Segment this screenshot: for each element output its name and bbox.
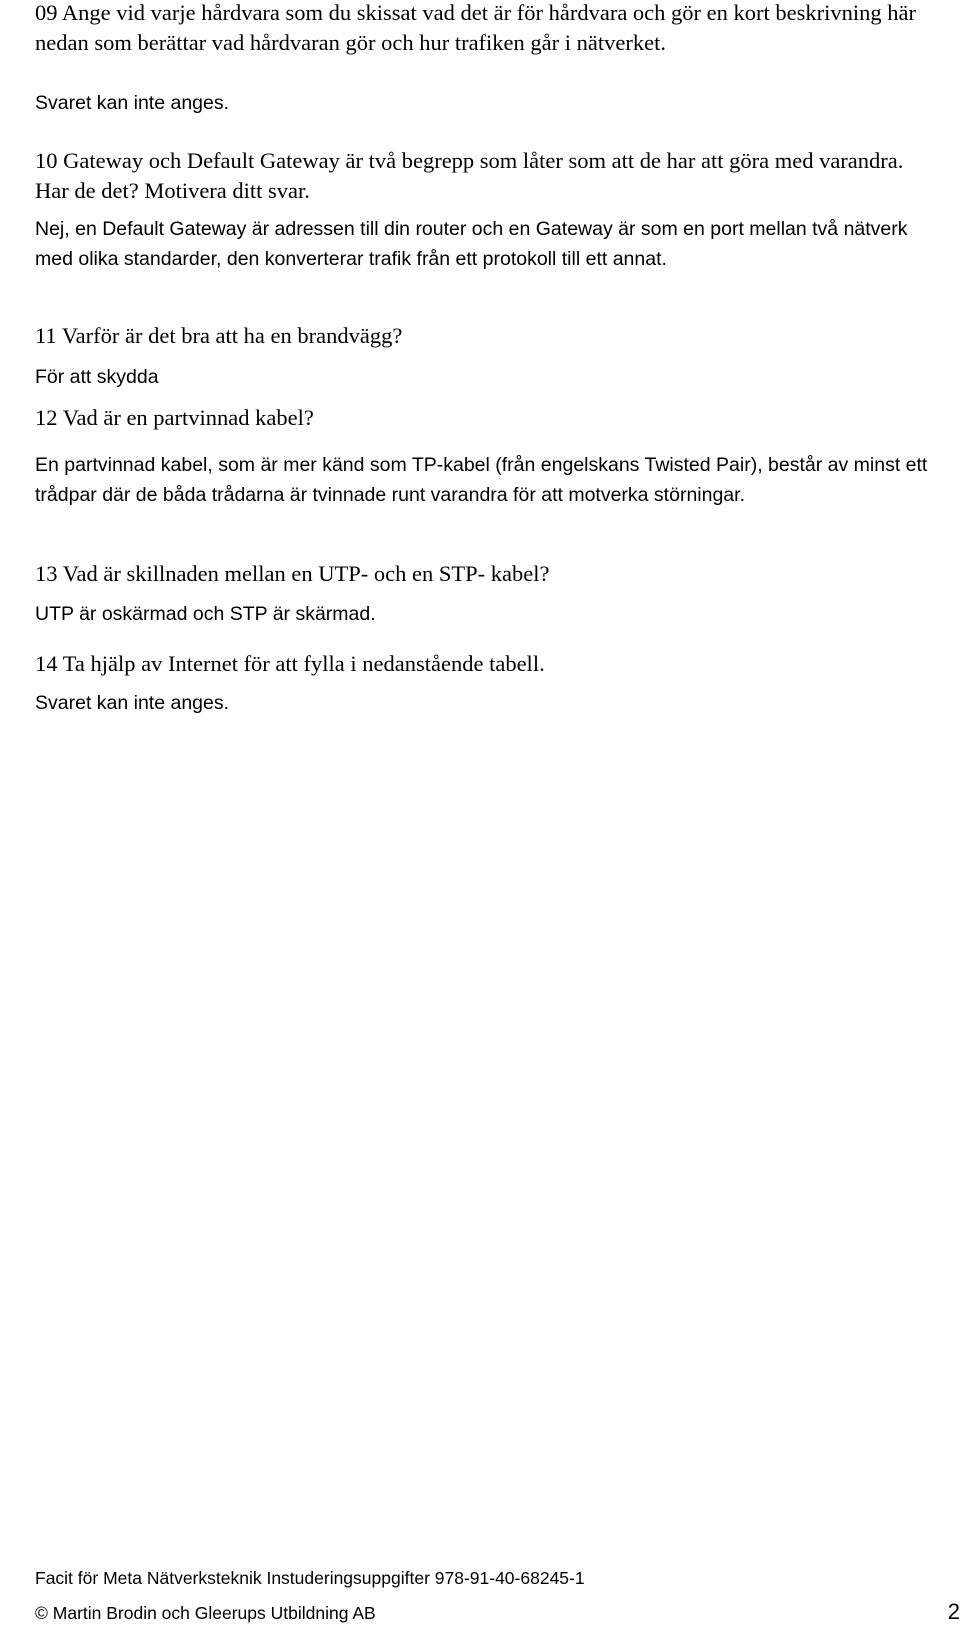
footer-isbn-line: Facit för Meta Nätverksteknik Instuderingsuppgifter 978-91-40-68245-1 bbox=[35, 1568, 585, 1588]
question-13: 13 Vad är skillnaden mellan en UTP- och en STP- kabel? bbox=[35, 561, 550, 586]
footer-copyright-line: © Martin Brodin och Gleerups Utbildning AB bbox=[35, 1603, 376, 1623]
page-number: 2 bbox=[947, 1599, 960, 1624]
answer-09: Svaret kan inte anges. bbox=[35, 92, 230, 114]
question-09: 09 Ange vid varje hårdvara som du skissat vad det är för hårdvara och gör en kort beskrivning här nedan som berättar vad hårdvaran gör och hur trafiken går i nätverket. bbox=[35, 0, 916, 55]
answer-12: En partvinnad kabel, som är mer känd som TP-kabel (från engelskans Twisted Pair), består av minst ett trådpar där de båda trådarna är tvinnade runt varandra för att motverka störningar. bbox=[35, 454, 928, 506]
question-10: 10 Gateway och Default Gateway är två begrepp som låter som att de har att göra med varandra. Har de det? Motivera ditt svar. bbox=[35, 148, 904, 203]
question-14: 14 Ta hjälp av Internet för att fylla i nedanstående tabell. bbox=[35, 651, 545, 676]
question-12: 12 Vad är en partvinnad kabel? bbox=[35, 405, 314, 430]
answer-14: Svaret kan inte anges. bbox=[35, 692, 230, 714]
answer-13: UTP är oskärmad och STP är skärmad. bbox=[35, 603, 376, 625]
answer-10: Nej, en Default Gateway är adressen till din router och en Gateway är som en port mellan två nätverk med olika standarder, den konverterar trafik från ett protokoll till ett annat. bbox=[35, 218, 908, 270]
question-11: 11 Varför är det bra att ha en brandvägg? bbox=[35, 323, 403, 348]
answer-11: För att skydda bbox=[35, 366, 159, 388]
